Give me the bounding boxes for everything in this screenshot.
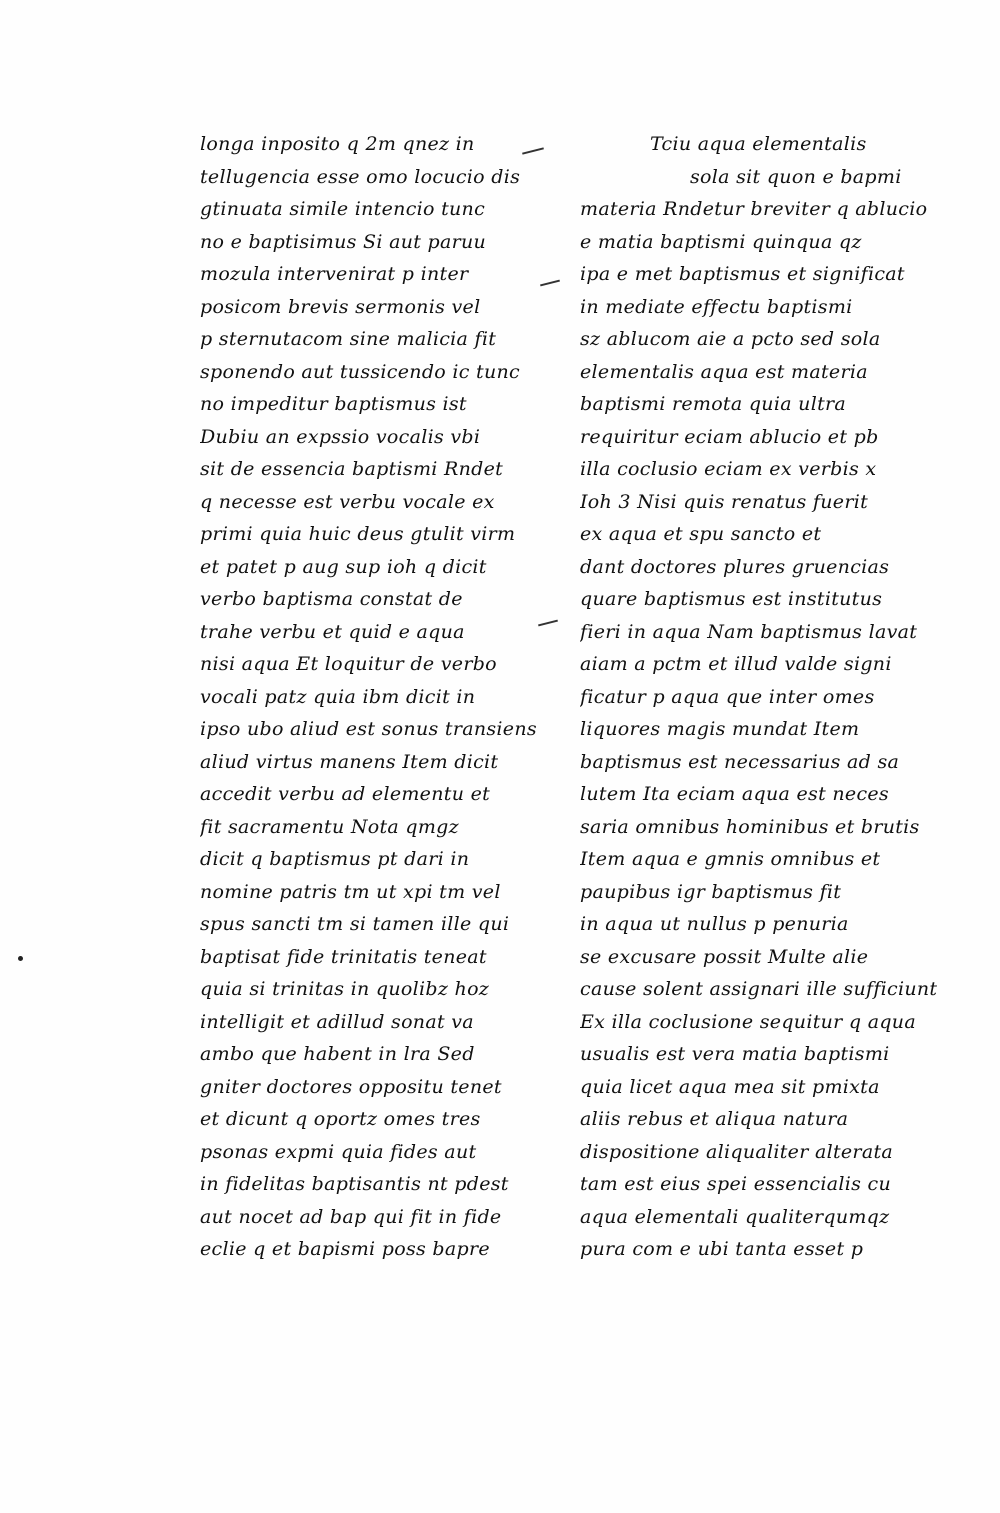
text-line: nisi aqua Et loquitur de verbo — [200, 653, 497, 675]
text-line: sit de essencia baptismi Rndet — [200, 458, 504, 480]
text-line: aliud virtus manens Item dicit — [200, 750, 499, 773]
text-line: e matia baptismi quinqua qz — [580, 230, 862, 253]
text-line: no e baptisimus Si aut paruu — [200, 230, 487, 253]
text-line: baptismi remota quia ultra — [580, 393, 847, 415]
text-line: aliis rebus et aliqua natura — [580, 1108, 849, 1130]
text-line: primi quia huic deus gtulit virm — [200, 523, 516, 545]
text-line: quia licet aqua mea sit pmixta — [580, 1075, 880, 1098]
text-line: no impeditur baptismus ist — [200, 393, 467, 415]
text-line: trahe verbu et quid e aqua — [200, 620, 465, 643]
text-line: ficatur p aqua que inter omes — [580, 685, 875, 708]
text-line: paupibus igr baptismus fit — [580, 880, 842, 903]
text-line: longa inposito q 2m qnez in — [200, 133, 475, 155]
text-line: tam est eius spei essencialis cu — [580, 1173, 892, 1195]
text-line: Ex illa coclusione sequitur q aqua — [580, 1010, 916, 1033]
text-line: Dubiu an expssio vocalis vbi — [200, 425, 481, 448]
text-line: aqua elementali qualiterqumqz — [580, 1205, 890, 1228]
text-line: se excusare possit Multe alie — [580, 945, 869, 968]
text-line: accedit verbu ad elementu et — [200, 783, 491, 805]
text-line: dispositione aliqualiter alterata — [580, 1140, 894, 1163]
text-line: fieri in aqua Nam baptismus lavat — [580, 620, 918, 643]
text-line: cause solent assignari ille sufficiunt — [580, 978, 938, 1000]
text-line: baptisat fide trinitatis teneat — [200, 945, 487, 968]
text-line: et dicunt q oportz omes tres — [200, 1108, 481, 1130]
ink-speck — [18, 956, 23, 961]
text-line: usualis est vera matia baptismi — [580, 1043, 890, 1065]
text-line: materia Rndetur breviter q ablucio — [580, 198, 928, 220]
text-line: vocali patz quia ibm dicit in — [200, 685, 476, 708]
text-line: pura com e ubi tanta esset p — [580, 1238, 864, 1260]
text-line: ambo que habent in lra Sed — [200, 1043, 475, 1065]
text-line: q necesse est verbu vocale ex — [200, 490, 495, 513]
text-line: Item aqua e gmnis omnibus et — [580, 848, 881, 870]
text-line: p sternutacom sine malicia fit — [200, 328, 497, 350]
text-line: sola sit quon e bapmi — [690, 165, 902, 188]
text-line: quia si trinitas in quolibz hoz — [200, 978, 490, 1000]
text-line: ipa e met baptismus et significat — [580, 263, 905, 285]
text-line: aut nocet ad bap qui fit in fide — [200, 1205, 502, 1228]
text-line: mozula intervenirat p inter — [200, 263, 469, 285]
text-line: elementalis aqua est materia — [580, 360, 868, 383]
text-line: in aqua ut nullus p penuria — [580, 913, 849, 935]
text-line: eclie q et bapismi poss bapre — [200, 1238, 490, 1260]
text-line: baptismus est necessarius ad sa — [580, 750, 900, 773]
text-line: et patet p aug sup ioh q dicit — [200, 555, 487, 578]
text-line: saria omnibus hominibus et brutis — [580, 815, 920, 838]
text-line: lutem Ita eciam aqua est neces — [580, 783, 889, 805]
text-line: ex aqua et spu sancto et — [580, 523, 822, 545]
text-line: requiritur eciam ablucio et pb — [580, 425, 879, 448]
text-line: Tciu aqua elementalis — [650, 133, 867, 155]
text-line: dant doctores plures gruencias — [580, 555, 890, 578]
text-line: dicit q baptismus pt dari in — [200, 848, 470, 870]
text-line: illa coclusio eciam ex verbis x — [580, 458, 877, 480]
text-line: psonas expmi quia fides aut — [200, 1140, 477, 1163]
text-line: gtinuata simile intencio tunc — [200, 198, 486, 220]
text-line: nomine patris tm ut xpi tm vel — [200, 880, 501, 903]
left-text-column — [200, 128, 560, 1266]
text-line: Ioh 3 Nisi quis renatus fuerit — [580, 490, 869, 513]
text-line: sz ablucom aie a pcto sed sola — [580, 328, 881, 350]
text-line: tellugencia esse omo locucio dis — [200, 165, 521, 188]
text-line: spus sancti tm si tamen ille qui — [200, 913, 510, 935]
text-line: gniter doctores oppositu tenet — [200, 1075, 502, 1098]
text-line: quare baptismus est institutus — [580, 588, 883, 610]
text-line: in mediate effectu baptismi — [580, 295, 853, 318]
text-line: intelligit et adillud sonat va — [200, 1010, 474, 1033]
text-line: verbo baptisma constat de — [200, 588, 463, 610]
text-line: aiam a pctm et illud valde signi — [580, 653, 892, 675]
text-line: in fidelitas baptisantis nt pdest — [200, 1173, 509, 1195]
text-line: ipso ubo aliud est sonus transiens — [200, 718, 537, 740]
right-text-column — [580, 128, 980, 1266]
text-line: liquores magis mundat Item — [580, 718, 860, 740]
text-line: posicom brevis sermonis vel — [200, 295, 481, 318]
text-line: fit sacramentu Nota qmgz — [200, 815, 459, 838]
text-line: sponendo aut tussicendo ic tunc — [200, 360, 520, 383]
